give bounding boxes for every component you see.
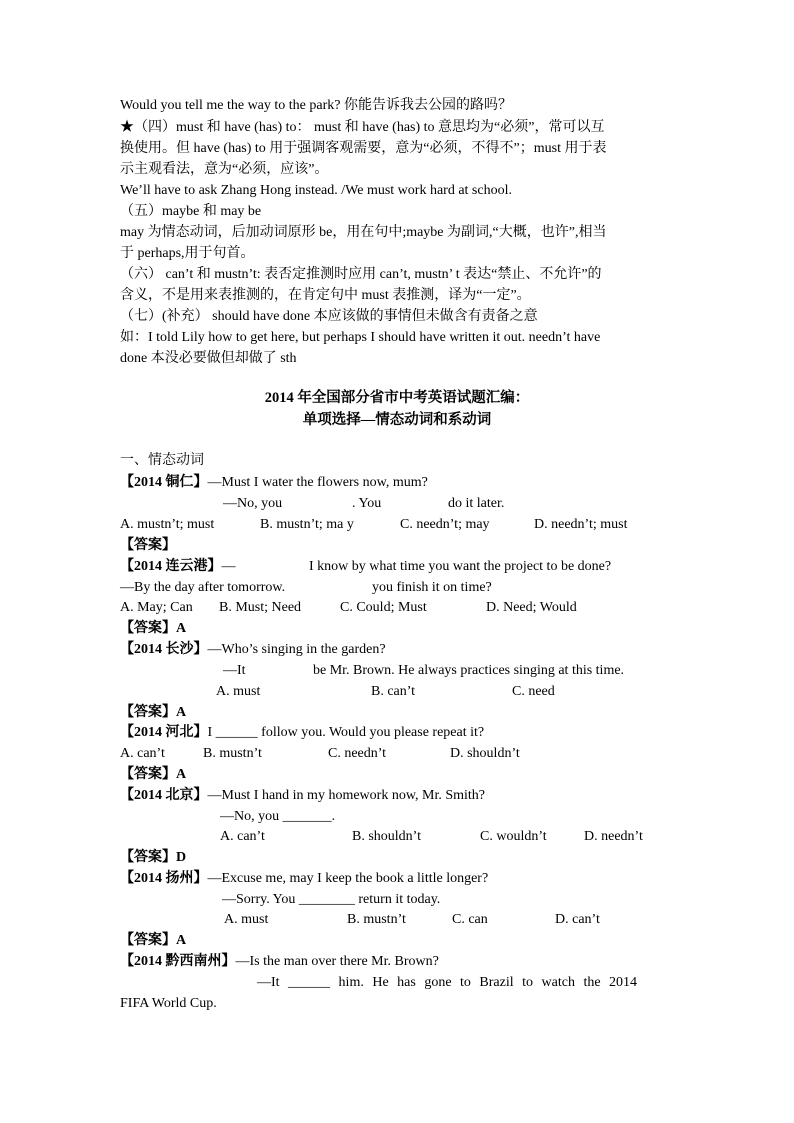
answer-6: 【答案】A [120,933,187,948]
question-text: I ______ follow you. Would you please repeat it? [207,725,485,740]
option-a: A. can’t [220,829,265,844]
question-7-line-3: FIFA World Cup. [120,996,217,1011]
question-text: —Must I water the flowers now, mum? [207,475,428,490]
intro-line-5: We’ll have to ask Zhang Hong instead. /We must work hard at school. [120,183,512,198]
question-text: do it later. [448,496,505,511]
question-text: —It [223,663,246,678]
intro-line-9: （六） can’t 和 mustn’t: 表否定推测时应用 can’t, mustn’ t 表达“禁止、不允许”的 [120,267,602,282]
option-b: B. mustn’t [203,746,262,761]
option-c: C. Could; Must [340,600,427,615]
section-heading: 一、情态动词 [120,453,204,468]
option-d: D. needn’t; must [534,517,628,532]
option-b: B. Must; Need [219,600,302,615]
question-text: be Mr. Brown. He always practices singing at this time. [313,663,625,678]
answer-2: 【答案】A [120,621,187,636]
question-text: —No, you [223,496,283,511]
answer-3: 【答案】A [120,705,187,720]
question-2-line-2 [120,579,492,597]
page-subtitle: 单项选择—情态动词和系动词 [302,412,492,428]
question-source: 【2014 铜仁】 [120,475,208,490]
option-b: B. shouldn’t [352,829,421,844]
intro-line-10: 含义，不是用来表推测的，在肯定句中 must 表推测，译为“一定”。 [120,288,531,303]
intro-line-1: Would you tell me the way to the park? 你能告诉我去公园的路吗？ [120,98,512,113]
question-5 [120,787,485,805]
option-d: D. Need; Would [486,600,577,615]
option-c: C. can [452,912,488,927]
intro-line-3: 换使用。但 have (has) to 用于强调客观需要，意为“必须，不得不”；must 用于表 [120,141,607,156]
question-source: 【2014 长沙】 [120,642,208,657]
option-a: A. must [216,684,261,699]
option-d: D. needn’t [584,829,643,844]
option-c: C. wouldn’t [480,829,547,844]
question-text: —Must I hand in my homework now, Mr. Smith? [207,788,486,803]
question-text: —By the day after tomorrow. [120,580,286,595]
question-source: 【2014 黔西南州】 [120,954,236,969]
question-text: —Sorry. You ________ return it today. [222,892,441,907]
option-a: A. mustn’t; must [120,517,215,532]
option-c: C. needn’t [328,746,387,761]
question-text: I know by what time you want the project to be done? [309,559,612,574]
question-1 [120,474,428,492]
answer-1: 【答案】 [120,538,176,553]
question-7 [120,953,439,971]
question-text: —Excuse me, may I keep the book a little longer? [207,871,489,886]
option-b: B. can’t [371,684,416,699]
intro-line-6: （五）maybe 和 may be [120,204,262,219]
intro-line-11: （七）(补充） should have done 本应该做的事情但未做含有责备之意 [120,309,538,324]
option-c: C. need [512,684,555,699]
question-4 [120,724,484,742]
intro-line-4: 示主观看法，意为“必须，应该”。 [120,162,329,177]
question-text: —It ______ him. He has gone to Brazil to watch the 2014 [257,975,638,990]
question-source: 【2014 北京】 [120,788,208,803]
question-text: . You [352,496,382,511]
option-a: A. May; Can [120,600,193,615]
option-a: A. can’t [120,746,165,761]
option-b: B. mustn’t; ma y [260,517,354,532]
intro-line-12: 如：I told Lily how to get here, but perhaps I should have written it out. needn’t have [120,330,601,345]
option-a: A. must [224,912,269,927]
option-d: D. can’t [555,912,600,927]
question-source: 【2014 连云港】 [120,559,222,574]
question-6 [120,870,488,888]
answer-5: 【答案】D [120,850,187,865]
option-b: B. mustn’t [347,912,406,927]
question-text: —Is the man over there Mr. Brown? [235,954,439,969]
question-source: 【2014 扬州】 [120,871,208,886]
question-2 [120,558,612,576]
option-c: C. needn’t; may [400,517,490,532]
intro-line-8: 于 perhaps,用于句首。 [120,246,255,261]
question-3 [120,641,386,659]
question-source: 【2014 河北】 [120,725,208,740]
page-title: 2014 年全国部分省市中考英语试题汇编： [264,390,530,406]
option-d: D. shouldn’t [450,746,520,761]
question-text: —Who’s singing in the garden? [207,642,386,657]
answer-4: 【答案】A [120,767,187,782]
intro-line-2: ★（四）must 和 have (has) to： must 和 have (has) to 意思均为“必须”，常可以互 [120,120,605,135]
question-text: —No, you _______. [220,809,336,824]
intro-line-13: done 本没必要做但却做了 sth [120,351,297,366]
question-text: you finish it on time? [372,580,492,595]
intro-line-7: may 为情态动词，后加动词原形 be，用在句中;maybe 为副词,“大概，也许”,相当 [120,225,607,240]
question-text: — [221,559,236,574]
